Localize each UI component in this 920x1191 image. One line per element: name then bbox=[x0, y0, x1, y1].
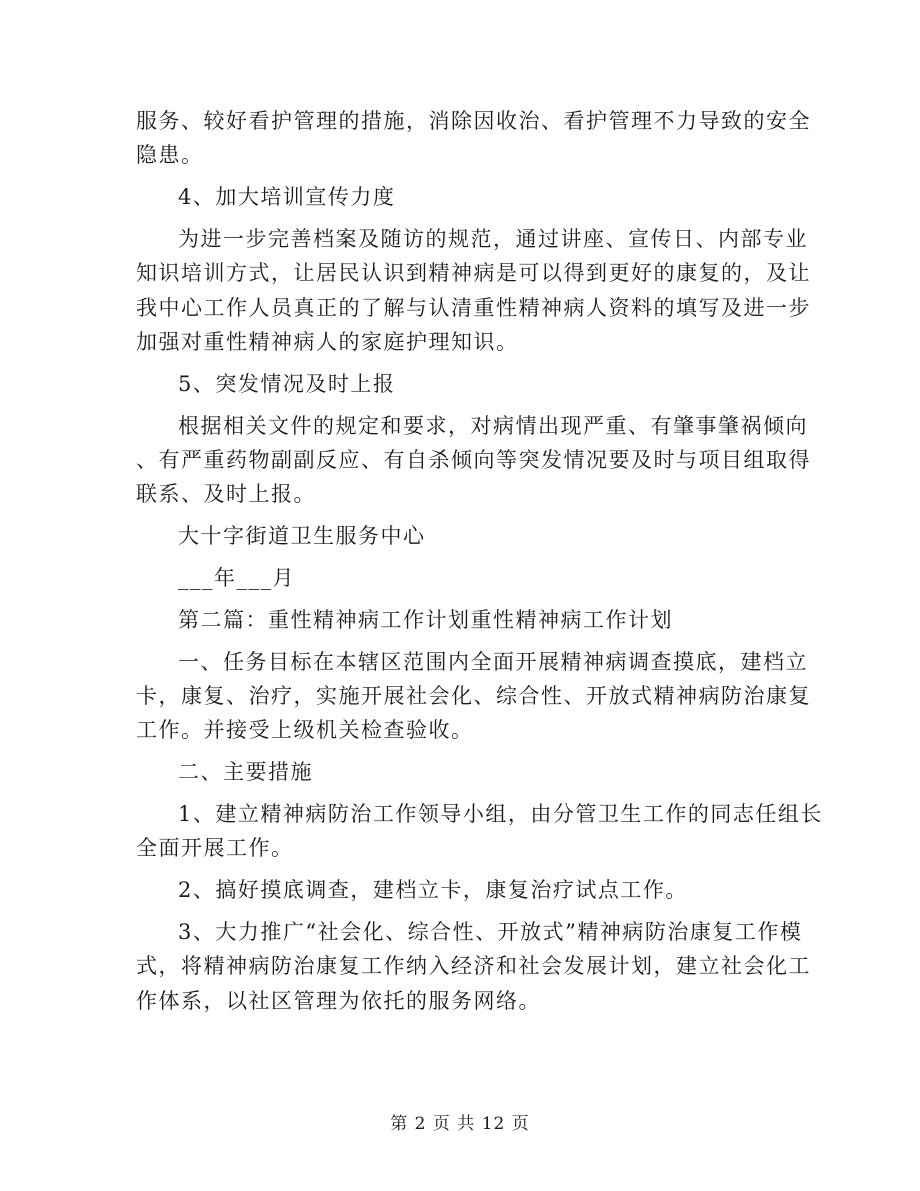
text-line: ___年___月 bbox=[178, 566, 295, 591]
paragraph bbox=[136, 104, 811, 173]
text-line: 、有严重药物副副反应、有自杀倾向等突发情况要及时与项目组取得 bbox=[136, 448, 811, 473]
text-line: 为进一步完善档案及随访的规范，通过讲座、宣传日、内部专业 bbox=[178, 226, 808, 251]
chapter-title bbox=[136, 603, 786, 637]
paragraph bbox=[136, 873, 786, 907]
paragraph bbox=[136, 222, 811, 360]
text-line: 大十字街道卫生服务中心 bbox=[178, 524, 426, 549]
paragraph bbox=[136, 645, 811, 748]
text-line: 3、大力推广“社会化、综合性、开放式”精神病防治康复工作模 bbox=[178, 919, 803, 944]
text-line: 全面开展工作。 bbox=[136, 836, 294, 861]
text-line: 工作。并接受上级机关检查验收。 bbox=[136, 718, 474, 743]
paragraph bbox=[136, 797, 823, 866]
text-line: 二、主要措施 bbox=[178, 760, 313, 785]
text-line: 第二篇：重性精神病工作计划重性精神病工作计划 bbox=[178, 607, 673, 632]
signature-date bbox=[136, 561, 786, 595]
text-line: 服务、较好看护管理的措施，消除因收治、看护管理不力导致的安全 bbox=[136, 109, 811, 133]
text-line: 联系、及时上报。 bbox=[136, 482, 316, 507]
section-heading bbox=[136, 367, 786, 401]
text-line: 隐患。 bbox=[136, 143, 204, 168]
paragraph bbox=[136, 915, 811, 1018]
text-line: 式，将精神病防治康复工作纳入经济和社会发展计划，建立社会化工 bbox=[136, 954, 811, 979]
signature-organization bbox=[136, 519, 786, 553]
text-line: 1、建立精神病防治工作领导小组，由分管卫生工作的同志任组长 bbox=[178, 801, 823, 826]
text-line: 作体系，以社区管理为依托的服务网络。 bbox=[136, 988, 541, 1013]
text-line: 卡，康复、治疗，实施开展社会化、综合性、开放式精神病防治康复 bbox=[136, 683, 811, 708]
text-line: 2、搞好摸底调查，建档立卡，康复治疗试点工作。 bbox=[178, 878, 688, 903]
text-line: 知识培训方式，让居民认识到精神病是可以得到更好的康复的，及让 bbox=[136, 261, 811, 286]
text-line: 5、突发情况及时上报 bbox=[178, 371, 396, 396]
page-number-footer: 第 2 页 共 12 页 bbox=[390, 1114, 530, 1134]
section-heading bbox=[136, 180, 786, 214]
text-line: 根据相关文件的规定和要求，对病情出现严重、有肇事肇祸倾向 bbox=[178, 413, 808, 438]
text-line: 加强对重性精神病人的家庭护理知识。 bbox=[136, 330, 519, 355]
text-line: 4、加大培训宣传力度 bbox=[178, 185, 396, 210]
document-body bbox=[136, 104, 823, 1018]
text-line: 我中心工作人员真正的了解与认清重性精神病人资料的填写及进一步 bbox=[136, 295, 811, 320]
section-heading bbox=[136, 755, 786, 789]
text-line: 一、任务目标在本辖区范围内全面开展精神病调查摸底，建档立 bbox=[178, 649, 808, 674]
paragraph bbox=[136, 409, 811, 512]
